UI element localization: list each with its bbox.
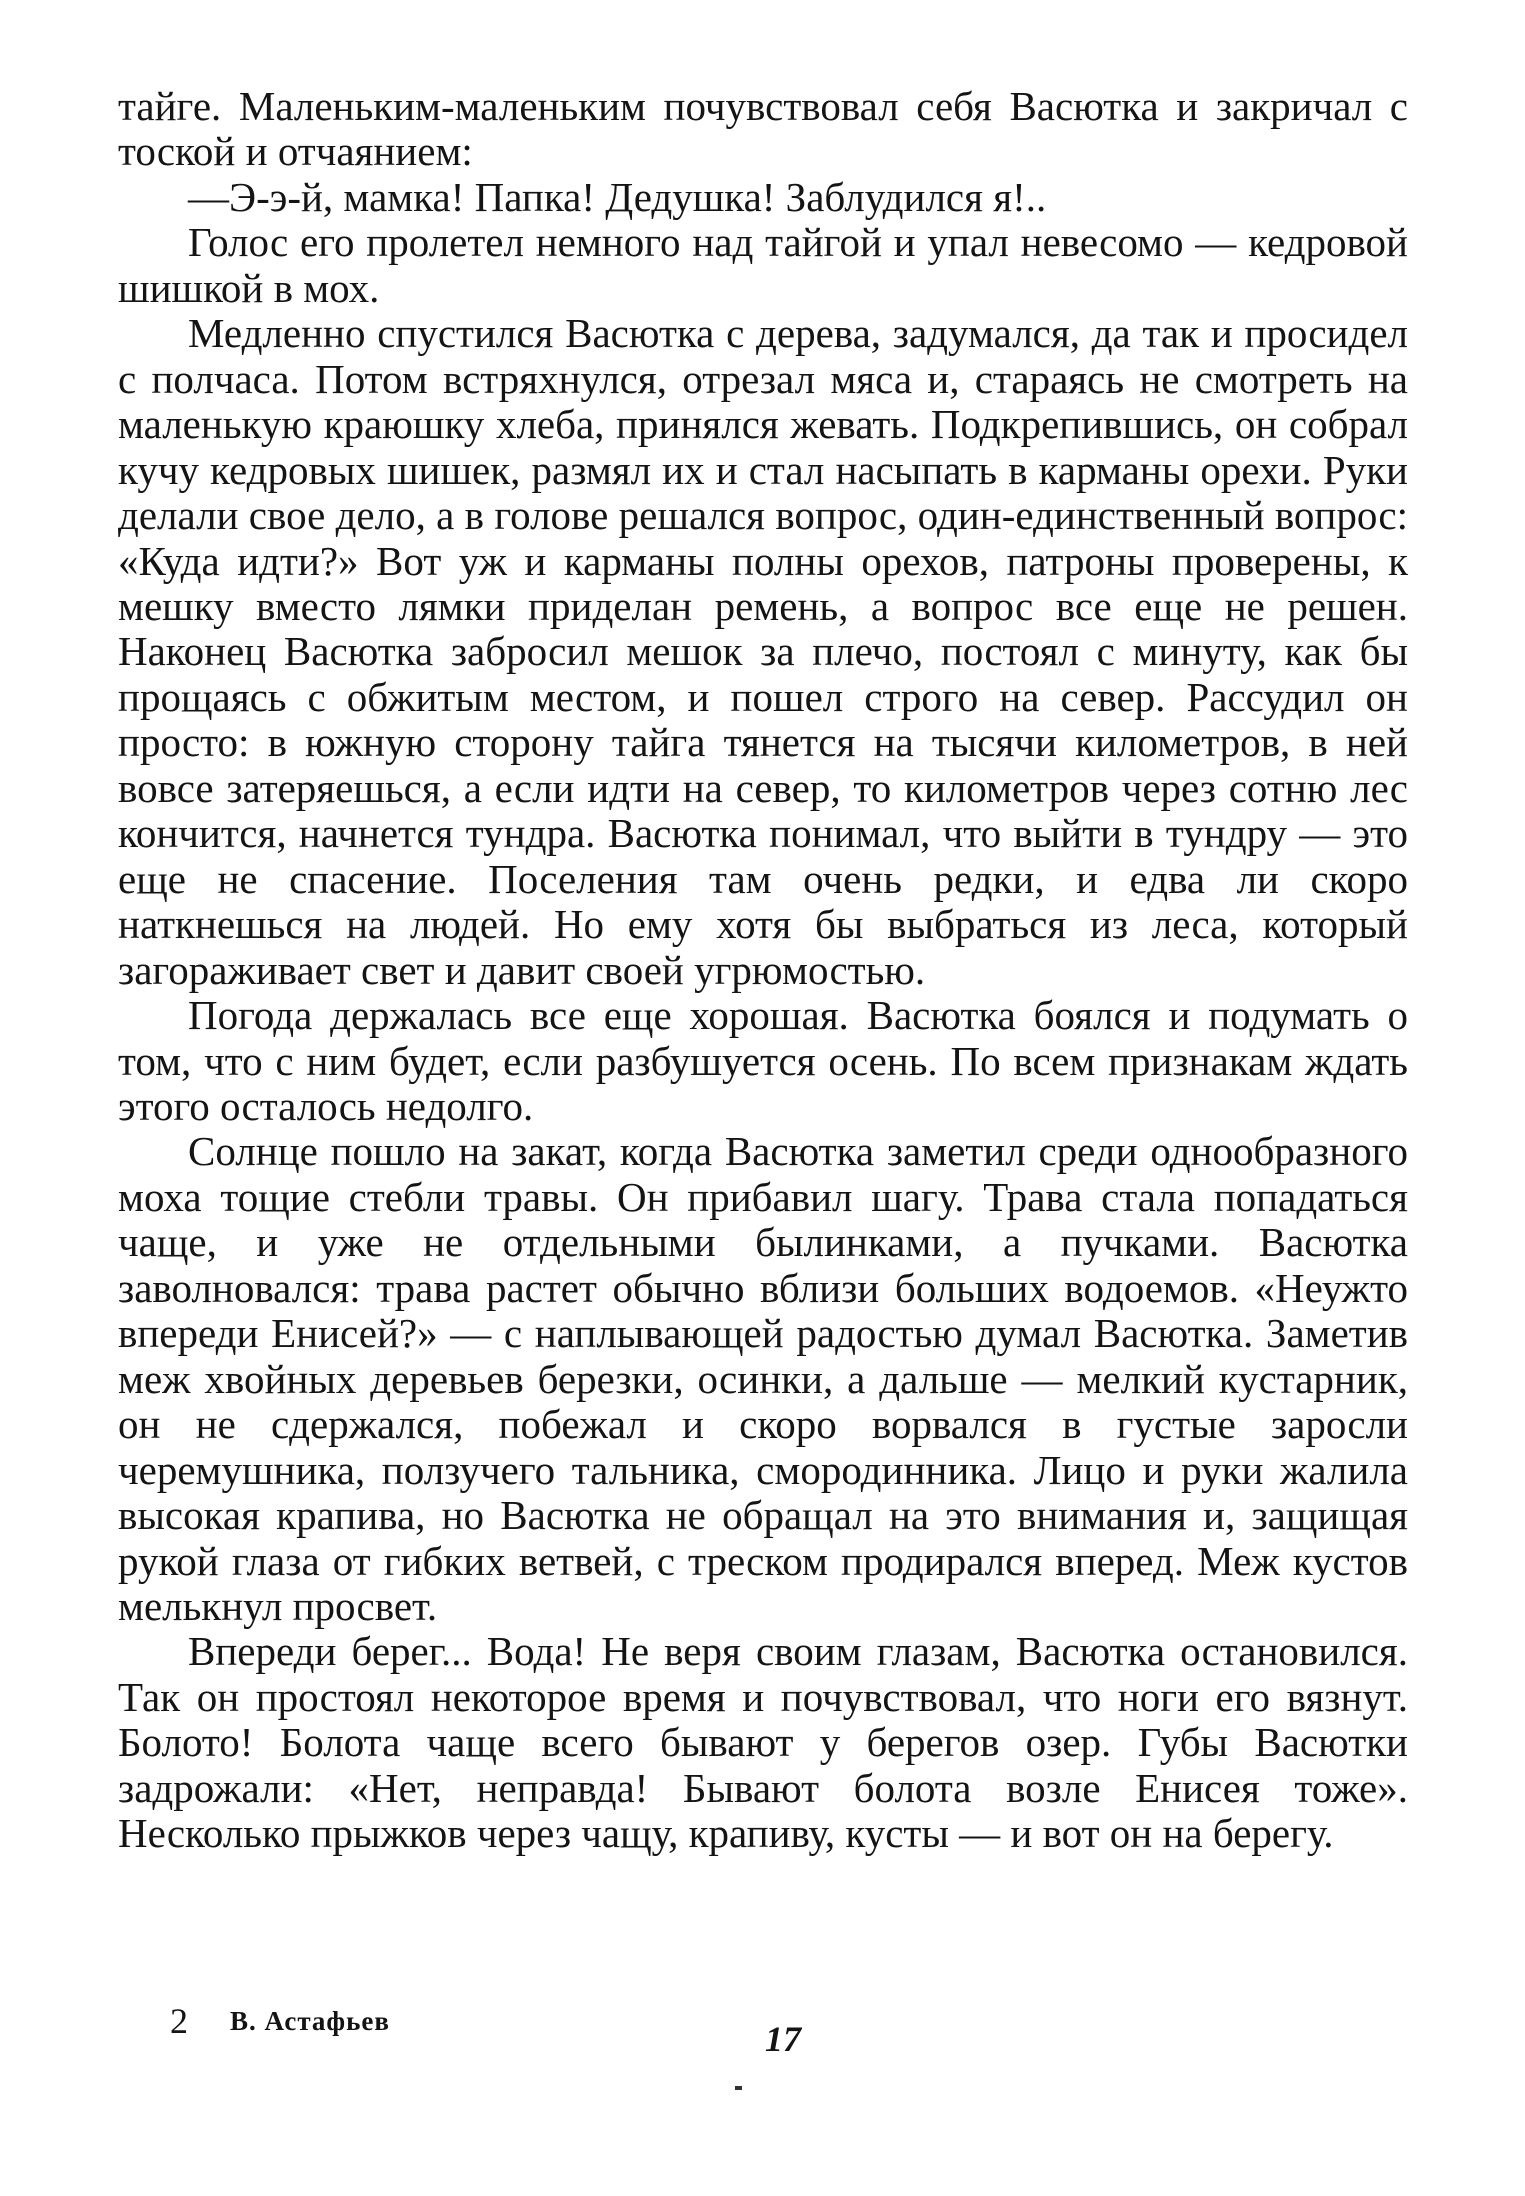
body-text <box>118 84 1408 1857</box>
print-mark <box>735 2086 742 2090</box>
paragraph: Медленно спустился Васютка с дерева, задумался, да так и просидел с полчаса. Потом встряхнулся, отрезал мяса и, стараясь не смотреть на маленькую краюшку хлеба, принялся жевать. Подкрепившись, он собрал кучу кедровых шишек, размял их и стал насыпать в карманы орехи. Руки делали свое дело, а в голове решался вопрос, один-единственный вопрос: «Куда идти?» Вот уж и карманы полны орехов, патроны проверены, к мешку вместо лямки приделан ремень, а вопрос все еще не решен. Наконец Васютка забросил мешок за плечо, постоял с минуту, как бы прощаясь с обжитым местом, и пошел строго на север. Рассудил он просто: в южную сторону тайга тянется на тысячи километров, в ней вовсе затеряешься, а если идти на север, то километров через сотню лес кончится, начнется тундра. Васютка понимал, что выйти в тундру — это еще не спасение. Поселения там очень редки, и едва ли скоро наткнешься на людей. Но ему хотя бы выбраться из леса, который загораживает свет и давит своей угрюмостью. <box>118 310 1408 993</box>
signature-author: В. Астафьев <box>230 2006 390 2036</box>
paragraph: Впереди берег... Вода! Не веря своим глазам, Васютка остановился. Так он простоял некоторое время и почувствовал, что ноги его вязнут. Болото! Болота чаще всего бывают у берегов озер. Губы Васютки задрожали: «Нет, неправда! Бывают болота возле Енисея тоже». Несколько прыжков через чащу, крапиву, кусты — и вот он на берегу. <box>118 1628 1408 1857</box>
paragraph: Голос его пролетел немного над тайгой и упал невесомо — кедровой шишкой в мох. <box>118 219 1408 311</box>
signature-number: 2 <box>170 2001 188 2041</box>
paragraph-dialogue: —Э-э-й, мамка! Папка! Дедушка! Заблудился я!.. <box>188 173 1047 220</box>
page-footer <box>0 1990 1525 2140</box>
paragraph-continuation: тайге. Маленьким-маленьким почувствовал себя Васютка и закричал с тоской и отчаянием: <box>118 83 1408 175</box>
paragraph: Погода держалась все еще хорошая. Васютка боялся и подумать о том, что с ним будет, если разбушуется осень. По всем признакам ждать этого осталось недолго. <box>118 992 1408 1129</box>
paragraph: Солнце пошло на закат, когда Васютка заметил среди однообразного моха тощие стебли травы. Он прибавил шагу. Трава стала попадаться чаще, и уже не отдельными былинками, а пучками. Васютка заволновался: трава растет обычно вблизи больших водоемов. «Неужто впереди Енисей?» — с наплывающей радостью думал Васютка. Заметив меж хвойных деревьев березки, осинки, а дальше — мелкий кустарник, он не сдержался, побежал и скоро ворвался в густые заросли черемушника, ползучего тальника, смородинника. Лицо и руки жалила высокая крапива, но Васютка не обращал на это внимания и, защищая рукой глаза от гибких ветвей, с треском продирался вперед. Меж кустов мелькнул просвет. <box>118 1128 1408 1629</box>
page-number: 17 <box>765 2019 801 2059</box>
